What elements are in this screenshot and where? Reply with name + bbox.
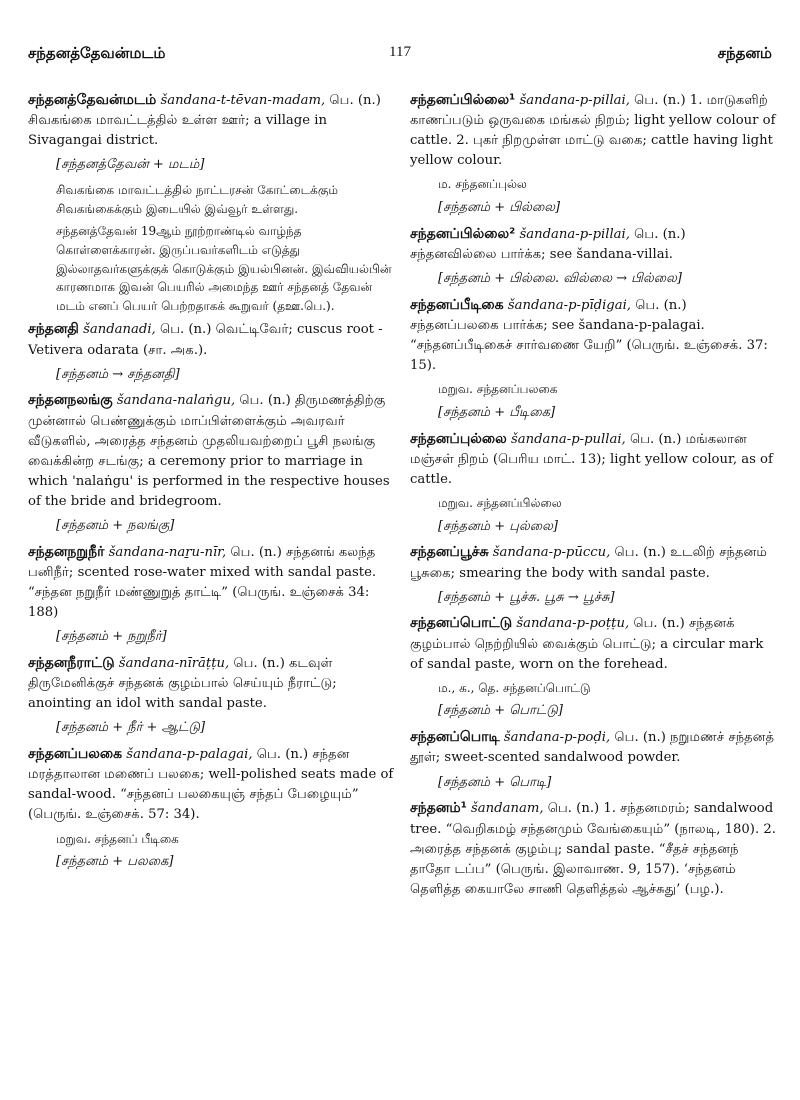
dictionary-entry	[410, 295, 776, 423]
entry-etymology: [சந்தனம் + பில்லை. வில்லை → பில்லை]	[438, 271, 682, 287]
right-column	[410, 90, 776, 904]
entry-headword: சந்தனத்தேவன்மடம்	[28, 92, 157, 108]
entry-transliteration: šandanadi,	[83, 322, 156, 338]
entry-headword: சந்தனப்பூச்சு	[410, 544, 489, 561]
entry-transliteration: šandana-p-pullai,	[510, 431, 626, 447]
entry-definition: பெ. (n.) உடலிற் சந்தனம் பூசுகை; smearing the body with sandal paste.	[410, 545, 767, 581]
dictionary-entry	[410, 542, 776, 607]
dictionary-entry	[28, 319, 394, 384]
entry-note: சிவகங்கை மாவட்டத்தில் நாட்டரசன் கோட்டைக்கும் சிவகங்கைக்கும் இடையில் இவ்வூர் உள்ளது.	[56, 183, 339, 216]
entry-note: மறுவ. சந்தனப்பலகை	[438, 382, 558, 397]
dictionary-entry	[410, 613, 776, 721]
entry-definition: பெ. (n.) வெட்டிவேர்; cuscus root - Vetivera odarata (சா. அக.).	[28, 322, 383, 358]
entry-headword: சந்தனநீராட்டு	[28, 654, 115, 671]
running-head	[28, 44, 772, 72]
entry-transliteration: šandana-nīrāṭṭu,	[118, 655, 230, 671]
entry-headword: சந்தனப்பொடி	[410, 729, 500, 746]
entry-transliteration: šandana-p-poṭṭu,	[516, 616, 630, 632]
dictionary-entry	[410, 90, 776, 218]
entry-definition: பெ. (n.) கடவுள் திருமேனிக்குச் சந்தனக் குழம்பால் செய்யும் நீராட்டு; anointing an idol with sandal paste.	[28, 655, 337, 712]
entry-definition: பெ. (n.) மங்கலான மஞ்சள் நிறம் (பெரிய மாட். 13); light yellow colour, as of cattle.	[410, 431, 773, 487]
left-column	[28, 90, 394, 878]
entry-etymology: [சந்தனம் + நலங்கு]	[56, 517, 175, 533]
dictionary-entry	[410, 798, 776, 900]
entry-transliteration: šandana-naṟu-nīr,	[108, 544, 227, 560]
page-number: 117	[389, 44, 411, 60]
entry-note: சந்தனத்தேவன் 19ஆம் நூற்றாண்டில் வாழ்ந்த கொள்ளைக்காரன். இருப்பவர்களிடம் எடுத்து இல்லாதவர்களுக்குக் கொடுக்கும் இயல்பினன். இவ்வியல்பின் காரணமாக இவன் பெயரில் அமைந்த ஊர் சந்தனத் தேவன் மடம் எனப் பெயர் பெற்றதாகக் கூறுவர் (தஊ.பெ.).	[56, 224, 392, 313]
entry-definition: பெ. (n.) 1. சந்தனமரம்; sandalwood tree. “வெறிகமழ் சந்தனமும் வேங்கையும்” (நாலடி, 180). 2. அரைத்த சந்தனக் குழம்பு; sandal paste. “சீதச் சந்தனந் தாதோ டப்ப” (பெருங். இலாவாண. 9, 157). ‘சந்தனம் தெளித்த கையாலே சாணி தெளித்தல் ஆச்சுது’ (பழ.).	[410, 801, 776, 897]
entry-note: மறுவ. சந்தனப்பில்லை	[438, 496, 562, 511]
entry-transliteration: šandanam,	[471, 801, 544, 817]
entry-definition: பெ. (n.) சந்தனங் கலந்த பனிநீர்; scented rose-water mixed with sandal paste. “சந்தன நறுநீர் மண்ணுறுத் தாட்டி” (பெருங். உஞ்சைக் 34: 188)	[28, 544, 377, 621]
entry-transliteration: šandana-p-palagai,	[126, 747, 253, 763]
entry-transliteration: šandana-p-pillai,	[519, 93, 630, 108]
entry-headword: சந்தனநறுநீர்	[28, 543, 105, 560]
entry-etymology: [சந்தனம் + நறுநீர்]	[56, 629, 167, 645]
dictionary-entry	[28, 390, 394, 535]
entry-etymology: [சந்தனத்தேவன் + மடம்]	[56, 157, 205, 173]
dictionary-entry	[28, 744, 394, 872]
entry-transliteration: šandana-p-poḍi,	[503, 730, 611, 746]
entry-headword: சந்தனப்பீடிகை	[410, 296, 504, 313]
dictionary-entry	[28, 653, 394, 738]
entry-etymology: [சந்தனம் + நீர் + ஆட்டு]	[56, 720, 206, 736]
entry-definition: பெ. (n.) 1. மாடுகளிற் காணப்படும் ஒருவகை மங்கல் நிறம்; light yellow colour of cattle. 2. புகர் நிறமுள்ள மாட்டு வகை; cattle having light yellow colour.	[410, 93, 776, 169]
entry-transliteration: šandana-p-pūccu,	[492, 545, 611, 561]
entry-note: ம., க., தெ. சந்தனப்பொட்டு	[438, 680, 591, 695]
dictionary-entry	[28, 90, 394, 315]
entry-etymology: [சந்தனம் + பொடி]	[438, 774, 552, 790]
dictionary-entry	[410, 224, 776, 289]
entry-headword: சந்தனப்பில்லை¹	[410, 92, 516, 108]
entry-definition: பெ. (n.) சந்தனவில்லை பார்க்க; see šandana-villai.	[410, 226, 686, 263]
entry-etymology: [சந்தனம் + பீடிகை]	[438, 404, 556, 420]
entry-transliteration: šandana-t-tēvan-madam,	[160, 93, 326, 108]
entry-etymology: [சந்தனம் + பில்லை]	[438, 200, 561, 216]
dictionary-entry	[28, 542, 394, 647]
entry-etymology: [சந்தனம் + பொட்டு]	[438, 703, 563, 719]
entry-definition: பெ. (n.) சிவகங்கை மாவட்டத்தில் உள்ள ஊர்; a village in Sivagangai district.	[28, 93, 381, 149]
entry-transliteration: šandana-p-pīḍigai,	[507, 297, 631, 313]
header-left-guideword: சந்தனத்தேவன்மடம்	[28, 44, 166, 62]
entry-headword: சந்தனப்பொட்டு	[410, 615, 513, 632]
header-right-guideword: சந்தனம்	[717, 44, 772, 62]
entry-etymology: [சந்தனம் + பூச்சு. பூசு → பூச்சு]	[438, 589, 615, 605]
entry-etymology: [சந்தனம் + பலகை]	[56, 854, 174, 870]
entry-headword: சந்தனதி	[28, 321, 79, 338]
entry-headword: சந்தனப்பலகை	[28, 746, 123, 763]
entry-note: மறுவ. சந்தனப் பீடிகை	[56, 831, 179, 846]
dictionary-entry	[410, 429, 776, 537]
entry-definition: பெ. (n.) திருமணத்திற்கு முன்னால் பெண்ணுக்கும் மாப்பிள்ளைக்கும் அவரவர் வீடுகளில், அரைத்த சந்தனம் முதலியவற்றைப் பூசி நலங்கு வைக்கின்ற சடங்கு; a ceremony prior to marriage in which 'nalaṅgu' is performed in the respective houses of the bride and bridegroom.	[28, 393, 390, 509]
entry-transliteration: šandana-nalaṅgu,	[116, 393, 236, 409]
entry-headword: சந்தனம்¹	[410, 800, 467, 817]
entry-definition: பெ. (n.) சந்தன மரத்தாலான மணைப் பலகை; well-polished seats made of sandal-wood. “சந்தனப் பலகையுஞ் சந்தப் பேழையும்” (பெருங். உஞ்சைக். 57: 34).	[28, 747, 394, 823]
entry-note: ம. சந்தனப்புல்ல	[438, 177, 527, 192]
entry-etymology: [சந்தனம் → சந்தனதி]	[56, 366, 180, 382]
entry-definition: பெ. (n.) நறுமணச் சந்தனத் தூள்; sweet-scented sandalwood powder.	[410, 730, 775, 766]
entry-definition: பெ. (n.) சந்தனப்பலகை பார்க்க; see šandana-p-palagai. “சந்தனப்பீடிகைச் சார்வணை யேறி” (பெருங். உஞ்சைக். 37: 15).	[410, 297, 768, 374]
entry-etymology: [சந்தனம் + புல்லை]	[438, 518, 558, 534]
entry-headword: சந்தனப்பில்லை²	[410, 225, 516, 242]
dictionary-entry	[410, 727, 776, 792]
entry-headword: சந்தனநலங்கு	[28, 392, 113, 409]
entry-headword: சந்தனப்புல்லை	[410, 430, 507, 447]
entry-definition: பெ. (n.) சந்தனக் குழம்பால் நெற்றியில் வைக்கும் பொட்டு; a circular mark of sandal paste, worn on the forehead.	[410, 616, 764, 672]
entry-transliteration: šandana-p-pillai,	[519, 226, 630, 242]
